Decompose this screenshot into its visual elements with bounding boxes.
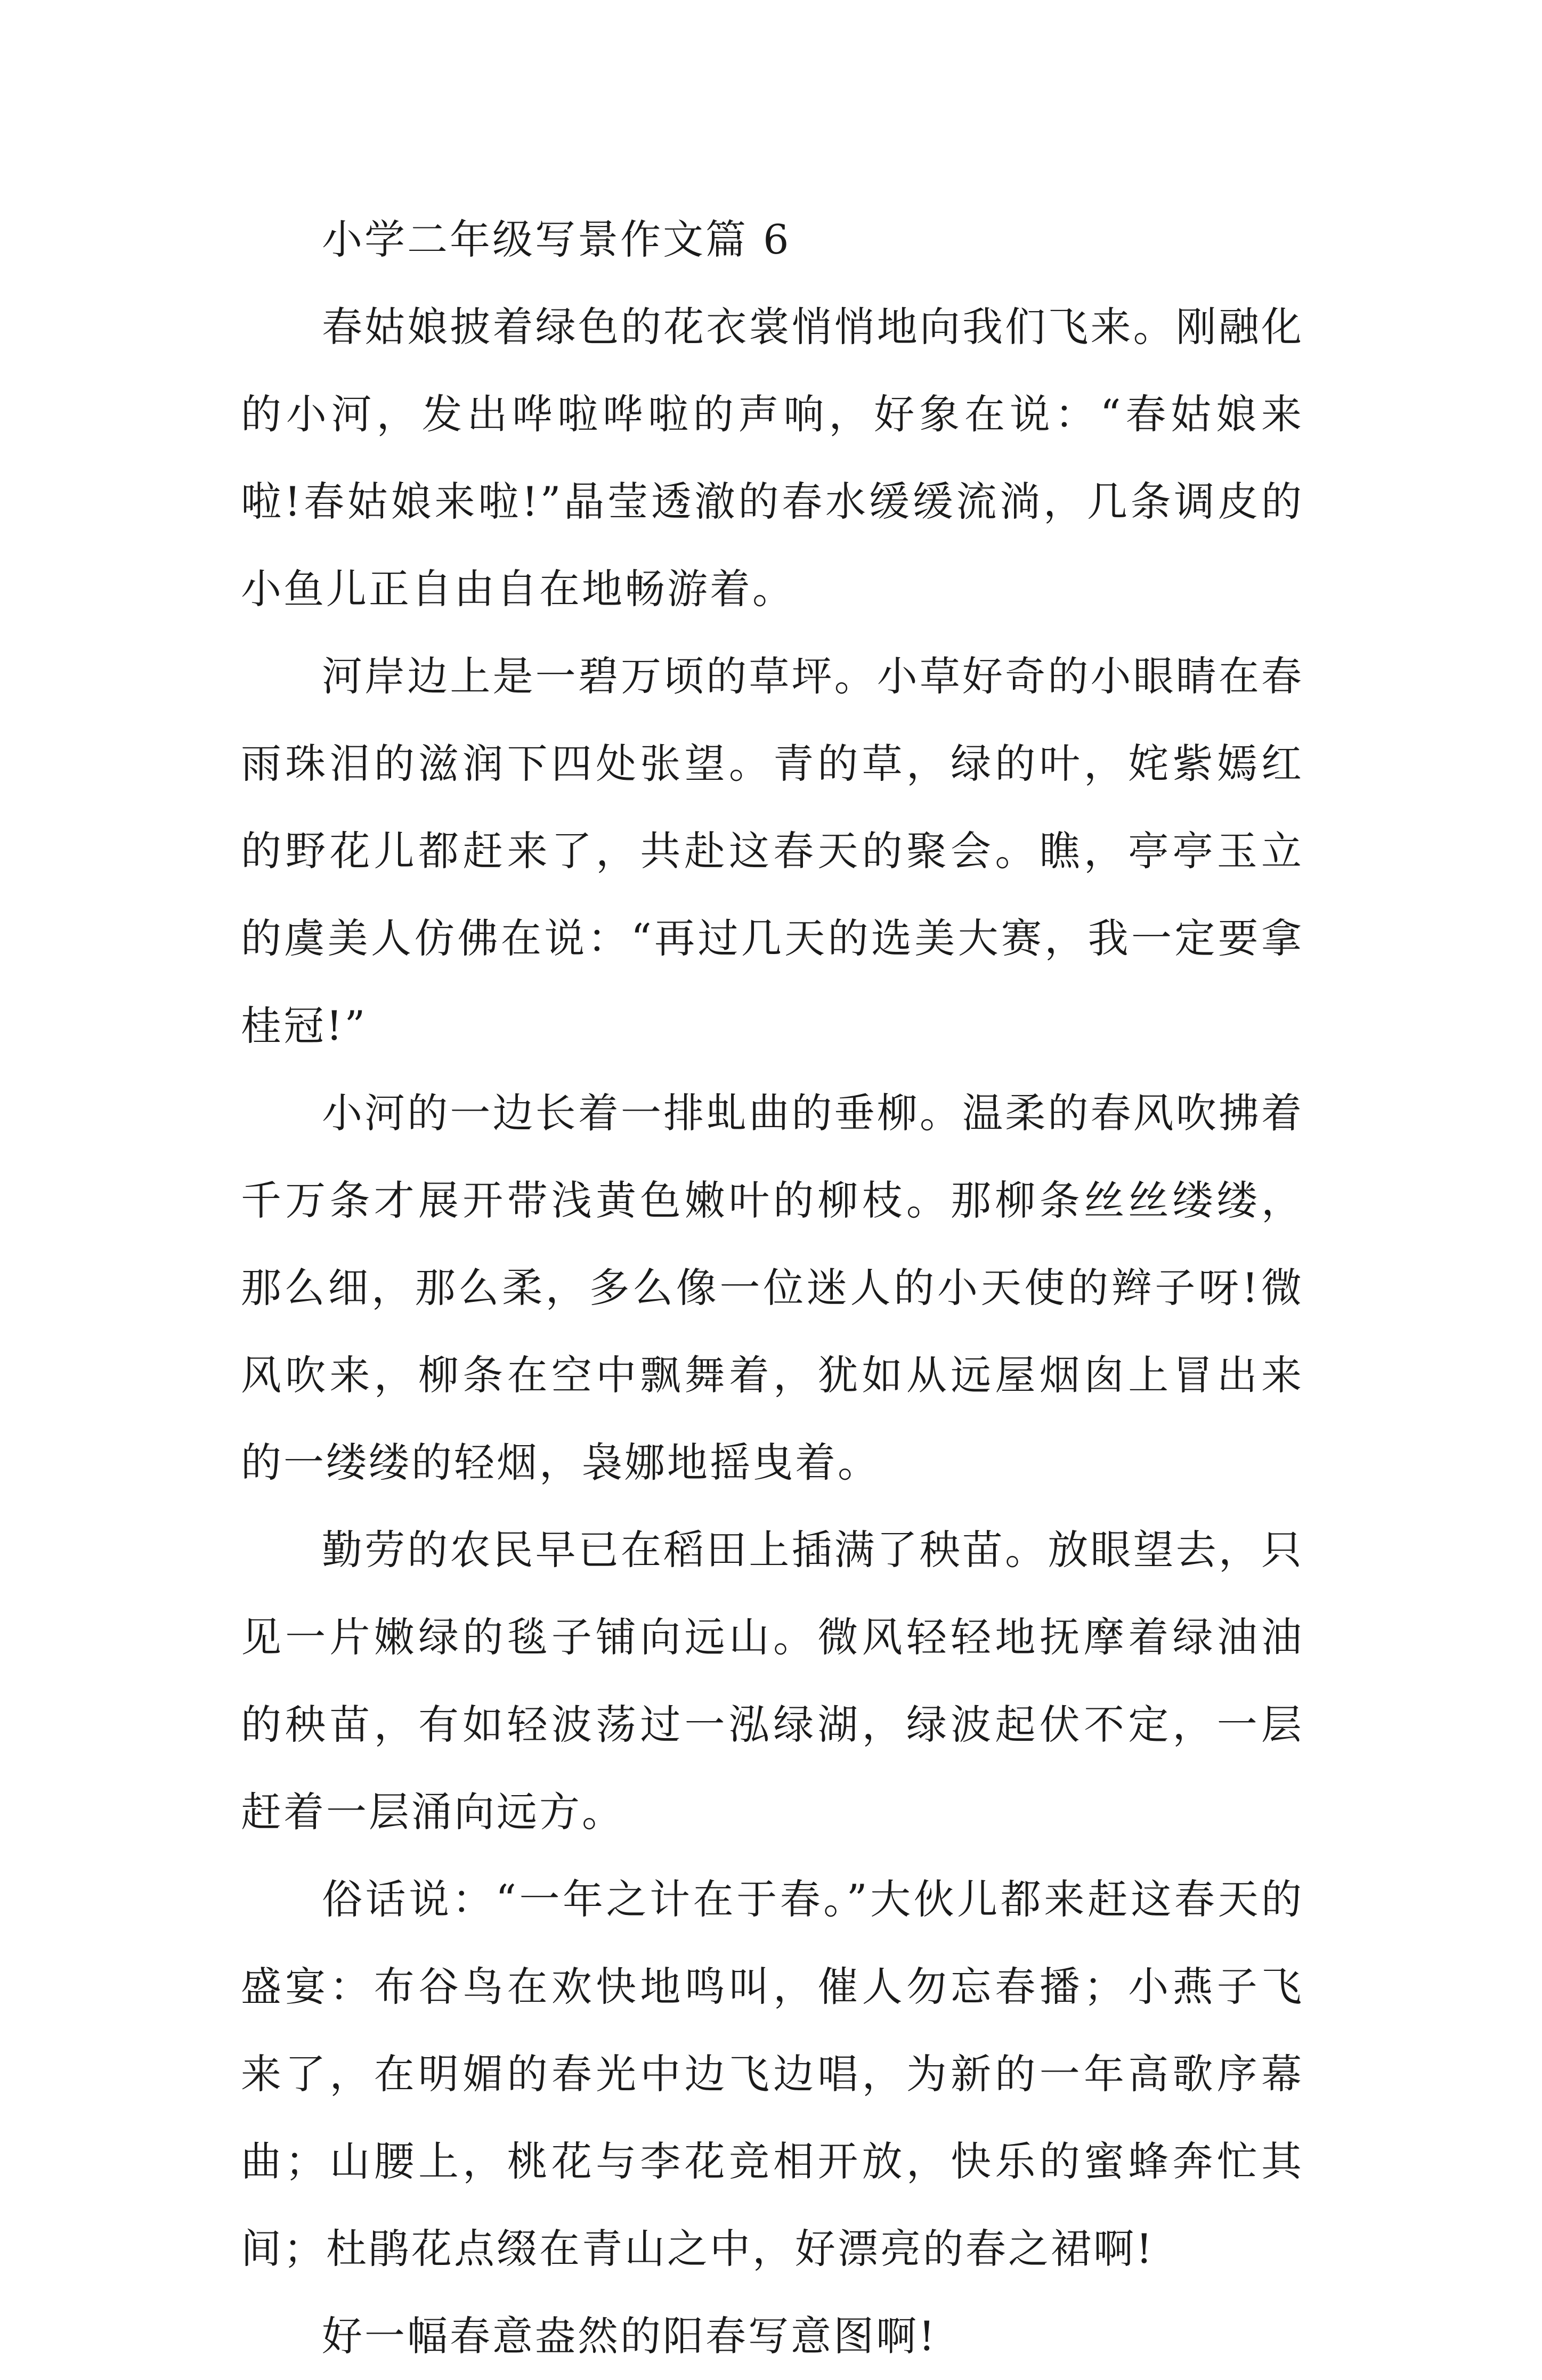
essay-title: 小学二年级写景作文篇 6 [322, 216, 791, 263]
paragraph-5: 俗话说：“一年之计在于春。”大伙儿都来赶这春天的盛宴：布谷鸟在欢快地鸣叫，催人勿忘春播；小燕子飞来了，在明媚的春光中边飞边唱，为新的一年高歌序幕曲；山腰上，桃花与李花竞相开放，快乐的蜜蜂奔忙其间；杜鹃花点缀在青山之中，好漂亮的春之裙啊! [241, 1876, 1304, 2272]
paragraph-3: 小河的一边长着一排虬曲的垂柳。温柔的春风吹拂着千万条才展开带浅黄色嫩叶的柳枝。那柳条丝丝缕缕，那么细，那么柔，多么像一位迷人的小天使的辫子呀!微风吹来，柳条在空中飘舞着，犹如从远屋烟囱上冒出来的一缕缕的轻烟，袅娜地摇曳着。 [241, 1089, 1304, 1486]
paragraph-6: 好一幅春意盎然的阳春写意图啊! [322, 2312, 937, 2360]
document-body [241, 196, 1304, 2380]
paragraph-1: 春姑娘披着绿色的花衣裳悄悄地向我们飞来。刚融化的小河，发出哗啦哗啦的声响，好象在说：“春姑娘来啦!春姑娘来啦!”晶莹透澈的春水缓缓流淌，几条调皮的小鱼儿正自由自在地畅游着。 [241, 303, 1304, 613]
paragraph-2: 河岸边上是一碧万顷的草坪。小草好奇的小眼睛在春雨珠泪的滋润下四处张望。青的草，绿的叶，姹紫嫣红的野花儿都赶来了，共赴这春天的聚会。瞧，亭亭玉立的虞美人仿佛在说：“再过几天的选美大赛，我一定要拿桂冠!” [241, 653, 1304, 1049]
paragraph-4: 勤劳的农民早已在稻田上插满了秧苗。放眼望去，只见一片嫩绿的毯子铺向远山。微风轻轻地抚摩着绿油油的秧苗，有如轻波荡过一泓绿湖，绿波起伏不定，一层赶着一层涌向远方。 [241, 1526, 1304, 1836]
